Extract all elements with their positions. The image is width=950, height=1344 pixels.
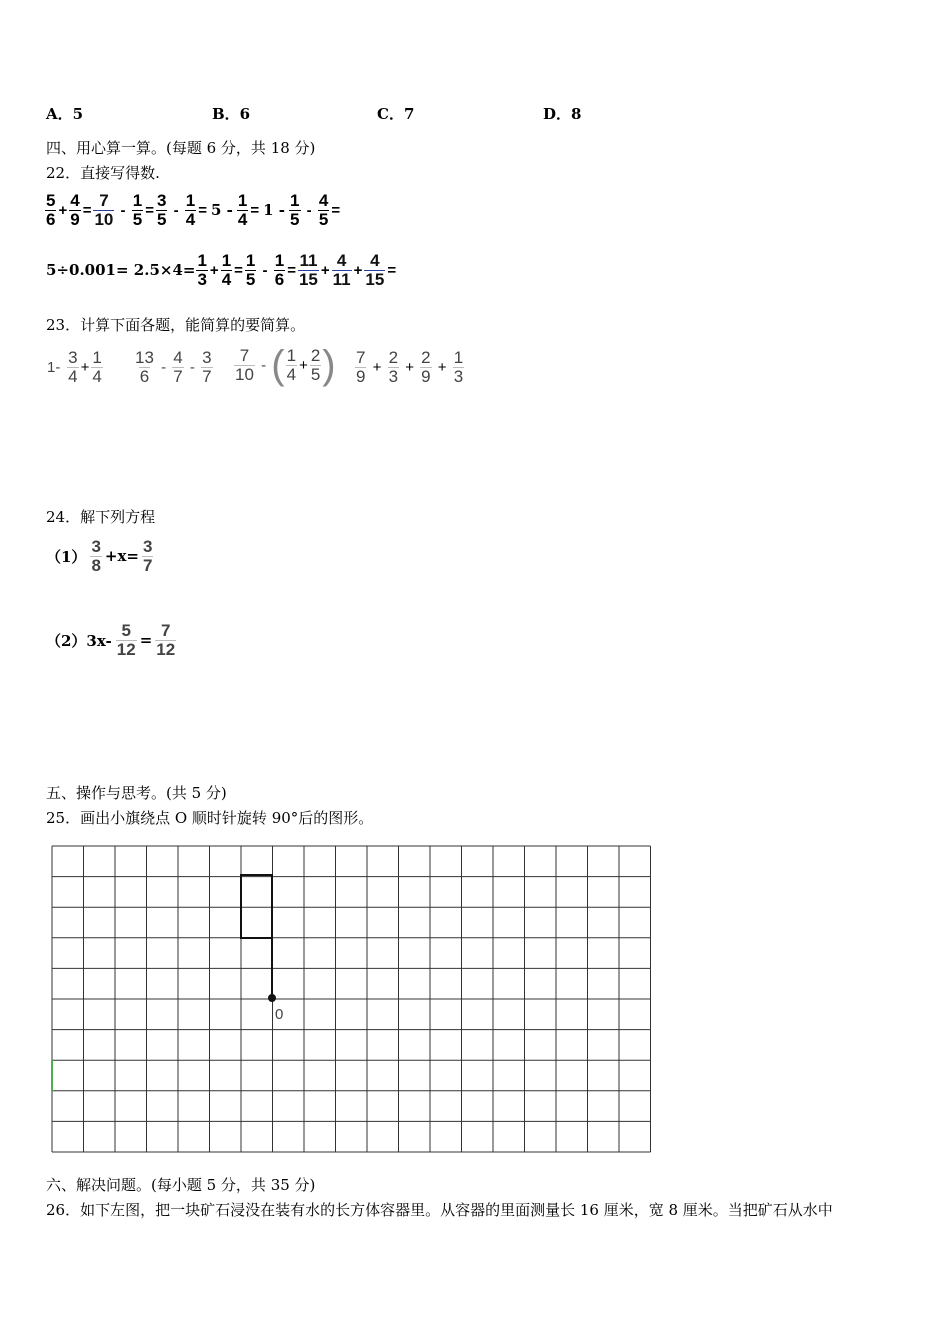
fraction: $\frac{7}{9}$	[356, 348, 366, 386]
q24-label: 24．解下列方程	[46, 508, 156, 526]
fraction: $\frac{4}{15}$	[365, 251, 385, 289]
fraction: $\frac{1}{3}$	[453, 348, 464, 386]
fraction: $\frac{1}{5}$	[245, 251, 256, 289]
fraction: $\frac{3}{8}$	[91, 537, 101, 575]
fraction: $\frac{11}{15}$	[298, 251, 318, 289]
fraction: $\frac{3}{4}$	[68, 348, 78, 386]
fraction: $\frac{1}{6}$	[274, 251, 285, 289]
q23-expr-1: 1- $\frac{3}{4}$ + $\frac{1}{4}$	[47, 348, 102, 386]
fraction: $\frac{7}{10}$	[94, 191, 114, 229]
fraction: $\frac{2}{3}$	[388, 348, 399, 386]
fraction: $\frac{1}{4}$	[185, 191, 196, 229]
point-o-label: 0	[275, 1006, 284, 1023]
fraction: $\frac{2}{5}$	[310, 345, 321, 384]
fraction: $\frac{1}{3}$	[197, 251, 207, 289]
flag-rectangle	[241, 875, 272, 938]
q23-label: 23．计算下面各题，能简算的要简算。	[46, 316, 306, 334]
fraction: $\frac{7}{12}$	[156, 621, 176, 659]
option-c: C．7	[377, 105, 415, 123]
fraction: $\frac{4}{7}$	[173, 348, 183, 386]
q25-label: 25．画出小旗绕点 O 顺时针旋转 90°后的图形。	[46, 809, 374, 827]
q23-expr-3: $\frac{7}{10}$ - ( $\frac{1}{4}$ + $\frac{2}{5}$ )	[235, 343, 336, 387]
fraction: $\frac{4}{9}$	[70, 191, 80, 229]
fraction: $\frac{1}{4}$	[221, 251, 232, 289]
fraction: $\frac{1}{4}$	[237, 191, 248, 229]
section4-title: 四、用心算一算。(每题 6 分，共 18 分)	[46, 139, 316, 157]
q23-expr-2: $\frac{13}{6}$ - $\frac{4}{7}$ - $\frac{3}{7}$	[135, 348, 212, 386]
q24-equation-1: （1） $\frac{3}{8}$ +x= $\frac{3}{7}$	[46, 537, 153, 575]
fraction: $\frac{4}{11}$	[332, 251, 351, 289]
fraction: $\frac{5}{12}$	[116, 621, 136, 659]
option-d: D．8	[543, 105, 582, 123]
option-a: A．5	[46, 105, 84, 123]
fraction: $\frac{1}{4}$	[92, 348, 102, 386]
section5-title: 五、操作与思考。(共 5 分)	[46, 784, 227, 802]
fraction: $\frac{1}{5}$	[132, 191, 143, 229]
q23-expr-4: $\frac{7}{9}$ + $\frac{2}{3}$ + $\frac{2}{9}$ + $\frac{1}{3}$	[356, 348, 464, 386]
fraction: $\frac{1}{5}$	[290, 191, 300, 229]
option-b: B．6	[212, 105, 251, 123]
fraction: $\frac{4}{5}$	[318, 191, 329, 229]
fraction: $\frac{7}{10}$	[235, 345, 254, 384]
fraction: $\frac{2}{9}$	[421, 348, 431, 386]
fraction: $\frac{3}{5}$	[156, 191, 167, 229]
q26-label: 26．如下左图，把一块矿石浸没在装有水的长方体容器里。从容器的里面测量长 16 厘米，宽 8 厘米。当把矿石从水中	[46, 1201, 833, 1219]
fraction: $\frac{3}{7}$	[202, 348, 212, 386]
fraction: $\frac{3}{7}$	[143, 537, 153, 575]
fraction: $\frac{1}{4}$	[286, 345, 297, 384]
q24-equation-2: （2）3x- $\frac{5}{12}$ = $\frac{7}{12}$	[46, 621, 176, 659]
point-o	[268, 994, 276, 1002]
q22-row1: $\frac{5}{6}$ + $\frac{4}{9}$ = $\frac{7}{10}$ - $\frac{1}{5}$ = $\frac{3}{5}$ - $\frac{1}{4}$ = 5 - $\frac{1}{4}$ = 1 - $\frac{1}{5}$ - $\frac{4}{5}$ =	[46, 191, 341, 229]
fraction: $\frac{13}{6}$	[135, 348, 154, 386]
q22-label: 22．直接写得数.	[46, 164, 160, 182]
q22-row2: 5÷0.001= 2.5×4= $\frac{1}{3}$ + $\frac{1}{4}$ = $\frac{1}{5}$ - $\frac{1}{6}$ = $\frac{11}{15}$ + $\frac{4}{11}$ + $\frac{4}{15}$ =	[46, 251, 397, 289]
rotation-grid	[51, 845, 653, 1155]
section6-title: 六、解决问题。(每小题 5 分，共 35 分)	[46, 1176, 316, 1194]
fraction: $\frac{5}{6}$	[46, 191, 56, 229]
